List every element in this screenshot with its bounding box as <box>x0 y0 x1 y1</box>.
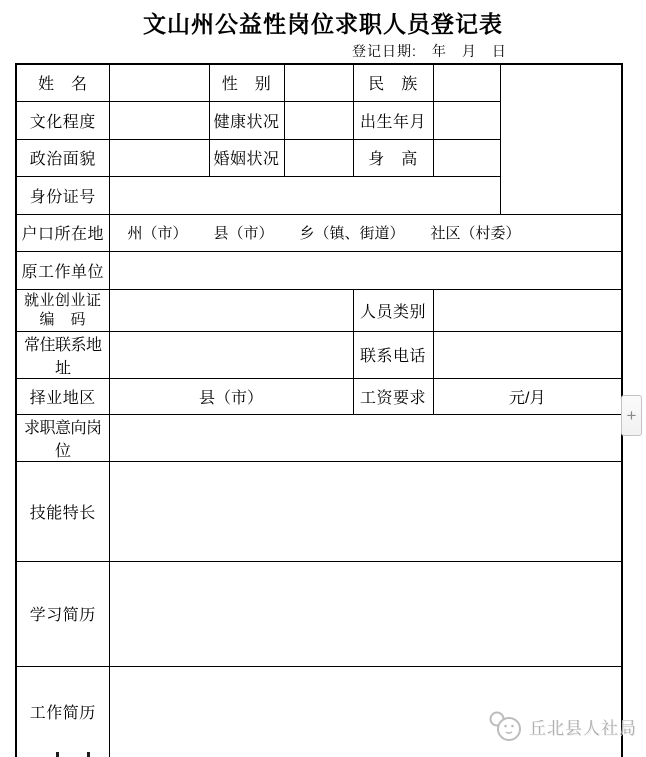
household-level-community: 社区（村委） <box>430 225 521 242</box>
table-row <box>16 289 622 331</box>
table-row <box>16 64 622 101</box>
ethnicity-field <box>433 64 500 101</box>
table-row <box>16 251 622 289</box>
table-row <box>16 378 622 414</box>
table-row <box>16 561 622 666</box>
household-label: 户口所在地 <box>16 214 109 251</box>
table-row <box>16 214 622 251</box>
education-field <box>109 101 209 139</box>
id-number-field <box>109 176 500 214</box>
registration-date-line: 登记日期: 年 月 日 <box>352 43 507 59</box>
gender-field <box>284 64 353 101</box>
clipped-text-fragment <box>56 752 59 757</box>
expand-button[interactable]: + <box>621 395 642 436</box>
watermark <box>487 710 637 743</box>
study-history-field <box>109 561 622 666</box>
address-label: 常住联系地址 <box>16 331 109 378</box>
clipped-text-fragment <box>87 752 90 757</box>
household-level-county: 县（市） <box>213 225 274 242</box>
employment-cert-label-line1: 就业创业证 <box>23 292 102 309</box>
skills-label: 技能特长 <box>16 461 109 561</box>
job-area-field: 县（市） <box>109 378 353 414</box>
height-field <box>433 139 500 176</box>
salary-field: 元/月 <box>433 378 622 414</box>
gender-label: 性 别 <box>209 64 284 101</box>
household-level-township: 乡（镇、街道） <box>299 225 405 242</box>
employment-cert-label <box>16 289 109 331</box>
photo-cell <box>500 64 622 214</box>
registration-form-table <box>15 63 623 757</box>
employment-cert-field <box>109 289 353 331</box>
bureau-logo-icon <box>487 710 524 743</box>
political-status-label: 政治面貌 <box>16 139 109 176</box>
person-category-field <box>433 289 622 331</box>
skills-field <box>109 461 622 561</box>
job-intention-label: 求职意向岗位 <box>16 414 109 461</box>
marital-status-label: 婚姻状况 <box>209 139 284 176</box>
birth-date-label: 出生年月 <box>353 101 433 139</box>
household-levels <box>110 222 622 243</box>
table-row <box>16 461 622 561</box>
health-label: 健康状况 <box>209 101 284 139</box>
education-label: 文化程度 <box>16 101 109 139</box>
table-row <box>16 331 622 378</box>
person-category-label: 人员类别 <box>353 289 433 331</box>
birth-date-field <box>433 101 500 139</box>
job-intention-field <box>109 414 622 461</box>
phone-label: 联系电话 <box>353 331 433 378</box>
address-field <box>109 331 353 378</box>
study-history-label: 学习简历 <box>16 561 109 666</box>
name-label: 姓 名 <box>16 64 109 101</box>
political-status-field <box>109 139 209 176</box>
employment-cert-label-line2: 编 码 <box>39 311 86 328</box>
watermark-text: 丘北县人社局 <box>529 719 637 738</box>
table-row <box>16 414 622 461</box>
phone-field <box>433 331 622 378</box>
former-employer-field <box>109 251 622 289</box>
household-level-state: 州（市） <box>127 225 188 242</box>
marital-status-field <box>284 139 353 176</box>
ethnicity-label: 民 族 <box>353 64 433 101</box>
work-history-label: 工作简历 <box>16 666 109 757</box>
form-title: 文山州公益性岗位求职人员登记表 <box>143 11 503 37</box>
health-field <box>284 101 353 139</box>
id-number-label: 身份证号 <box>16 176 109 214</box>
job-area-label: 择业地区 <box>16 378 109 414</box>
household-field <box>109 214 622 251</box>
name-field <box>109 64 209 101</box>
salary-label: 工资要求 <box>353 378 433 414</box>
former-employer-label: 原工作单位 <box>16 251 109 289</box>
height-label: 身 高 <box>353 139 433 176</box>
